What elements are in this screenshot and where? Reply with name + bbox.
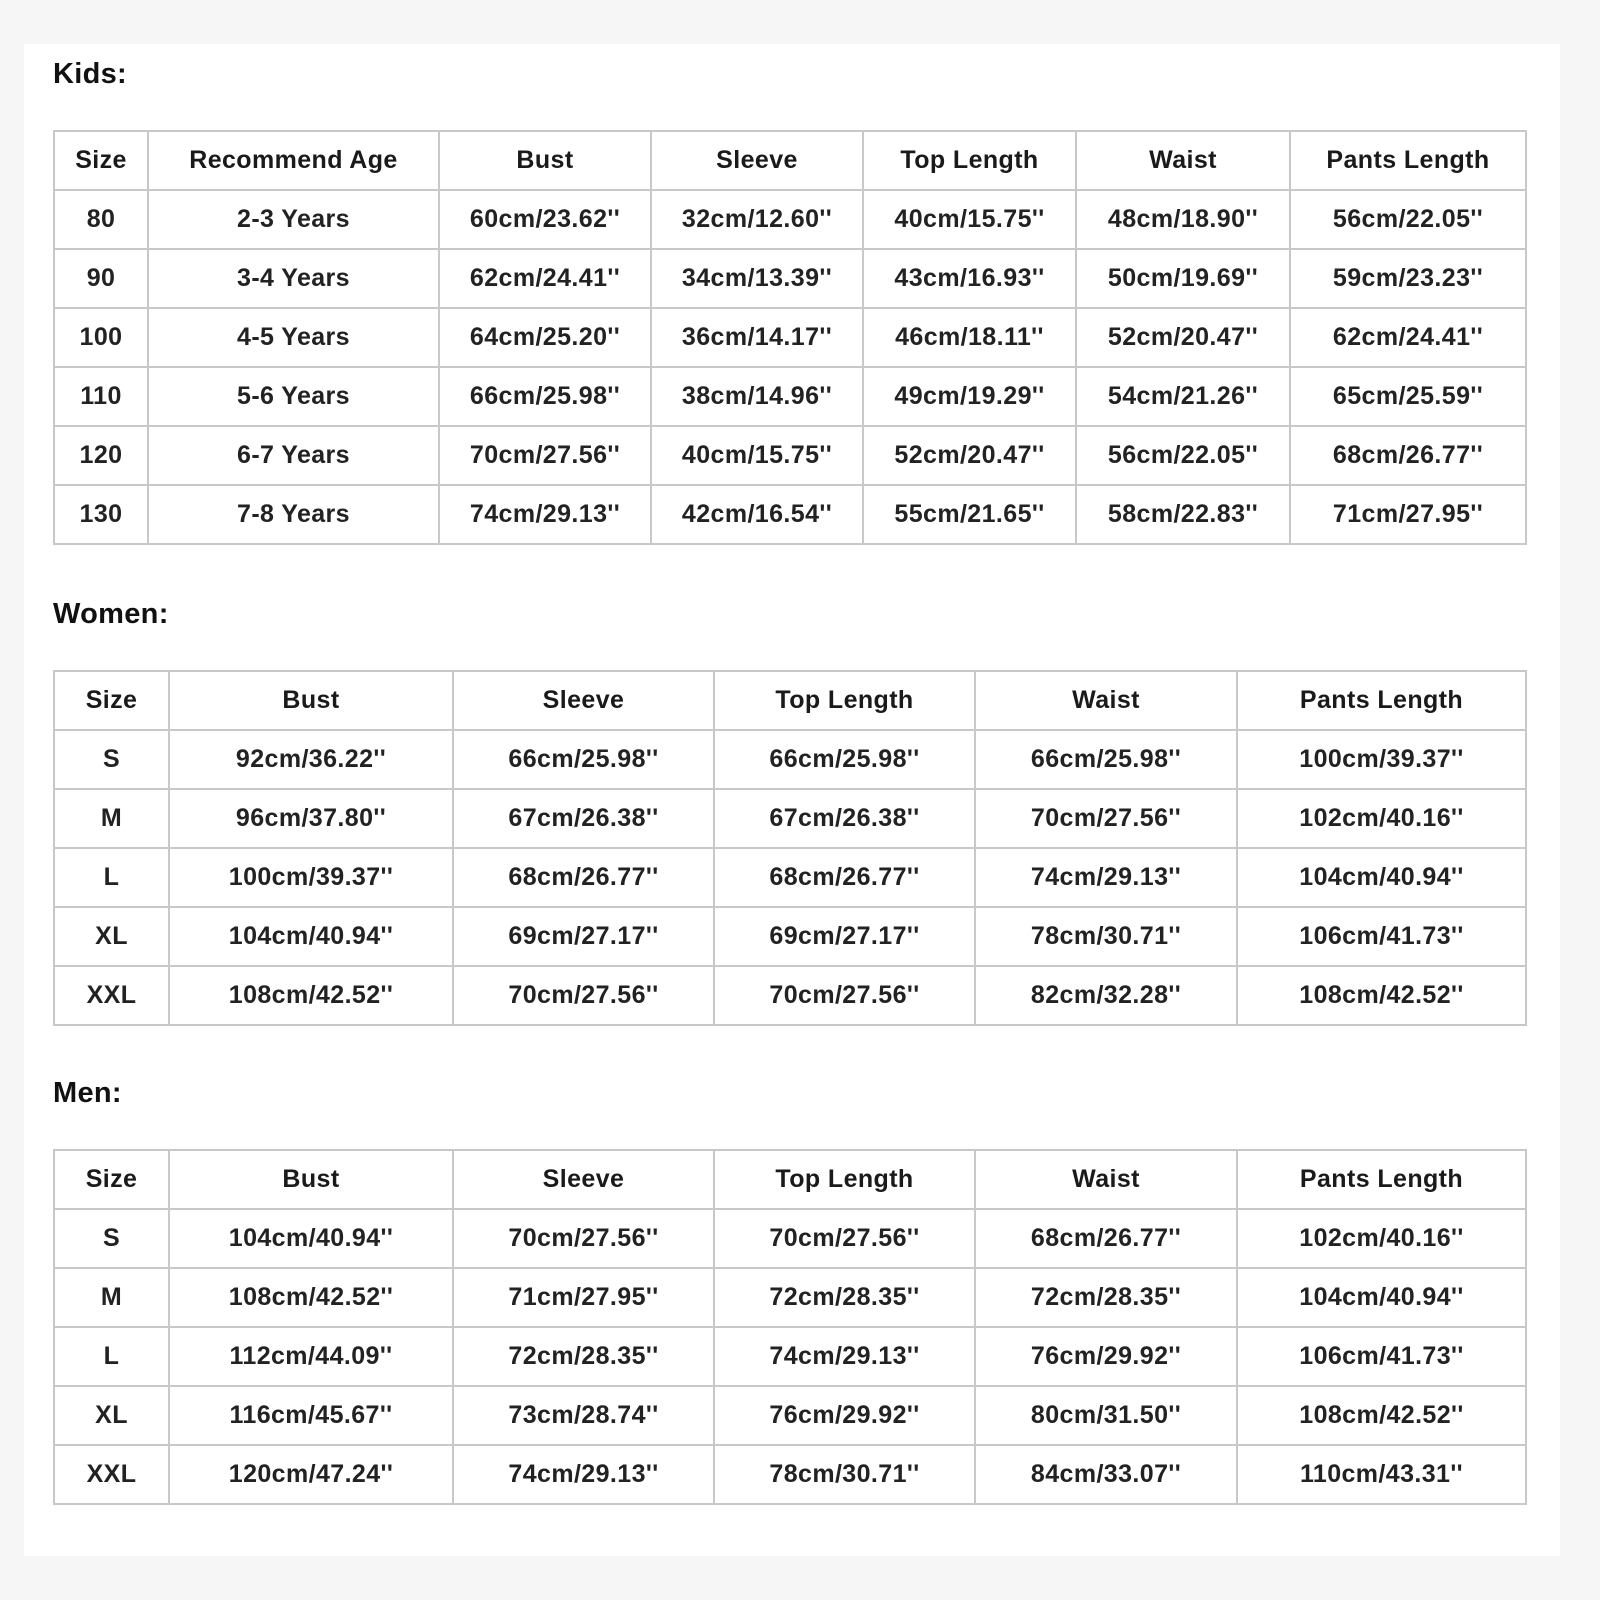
table-row — [54, 789, 1526, 848]
table-cell: 108cm/42.52'' — [169, 1268, 453, 1327]
table-cell: 74cm/29.13'' — [439, 485, 651, 544]
table-cell: 76cm/29.92'' — [714, 1386, 975, 1445]
table-cell: 48cm/18.90'' — [1076, 190, 1290, 249]
table-cell: 70cm/27.56'' — [714, 1209, 975, 1268]
table-cell: 104cm/40.94'' — [169, 1209, 453, 1268]
table-cell: 54cm/21.26'' — [1076, 367, 1290, 426]
table-cell: 104cm/40.94'' — [1237, 848, 1526, 907]
table-header-row — [54, 1150, 1526, 1209]
table-cell: 66cm/25.98'' — [439, 367, 651, 426]
table-cell: 110cm/43.31'' — [1237, 1445, 1526, 1504]
table-cell: M — [54, 1268, 169, 1327]
table-cell: 78cm/30.71'' — [714, 1445, 975, 1504]
table-row — [54, 907, 1526, 966]
table-row — [54, 485, 1526, 544]
table-cell: 80 — [54, 190, 148, 249]
table-cell: 74cm/29.13'' — [453, 1445, 714, 1504]
header-cell: Size — [54, 1150, 169, 1209]
header-cell: Pants Length — [1237, 671, 1526, 730]
table-cell: 74cm/29.13'' — [714, 1327, 975, 1386]
men-size-table — [53, 1149, 1527, 1505]
table-cell: 100 — [54, 308, 148, 367]
header-cell: Size — [54, 671, 169, 730]
table-cell: 66cm/25.98'' — [975, 730, 1237, 789]
header-cell: Top Length — [714, 1150, 975, 1209]
table-cell: 92cm/36.22'' — [169, 730, 453, 789]
table-row — [54, 848, 1526, 907]
table-cell: XL — [54, 1386, 169, 1445]
table-cell: 68cm/26.77'' — [1290, 426, 1526, 485]
table-cell: 62cm/24.41'' — [1290, 308, 1526, 367]
table-cell: 3-4 Years — [148, 249, 439, 308]
table-cell: 82cm/32.28'' — [975, 966, 1237, 1025]
table-cell: 70cm/27.56'' — [453, 1209, 714, 1268]
table-cell: S — [54, 1209, 169, 1268]
table-cell: 69cm/27.17'' — [453, 907, 714, 966]
table-cell: 90 — [54, 249, 148, 308]
table-cell: 40cm/15.75'' — [651, 426, 863, 485]
table-cell: 100cm/39.37'' — [1237, 730, 1526, 789]
men-section-title: Men: — [53, 1077, 122, 1109]
table-row — [54, 249, 1526, 308]
table-cell: 73cm/28.74'' — [453, 1386, 714, 1445]
table-cell: 112cm/44.09'' — [169, 1327, 453, 1386]
table-cell: 65cm/25.59'' — [1290, 367, 1526, 426]
table-cell: 74cm/29.13'' — [975, 848, 1237, 907]
header-cell: Sleeve — [651, 131, 863, 190]
table-cell: 72cm/28.35'' — [714, 1268, 975, 1327]
table-cell: 43cm/16.93'' — [863, 249, 1076, 308]
header-cell: Size — [54, 131, 148, 190]
table-cell: 56cm/22.05'' — [1076, 426, 1290, 485]
table-row — [54, 966, 1526, 1025]
table-row — [54, 1445, 1526, 1504]
table-cell: 50cm/19.69'' — [1076, 249, 1290, 308]
table-cell: 96cm/37.80'' — [169, 789, 453, 848]
table-cell: 46cm/18.11'' — [863, 308, 1076, 367]
kids-size-table — [53, 130, 1527, 545]
table-cell: 52cm/20.47'' — [1076, 308, 1290, 367]
table-row — [54, 367, 1526, 426]
women-size-table — [53, 670, 1527, 1026]
table-cell: 108cm/42.52'' — [1237, 966, 1526, 1025]
table-row — [54, 190, 1526, 249]
table-cell: 108cm/42.52'' — [169, 966, 453, 1025]
table-cell: 7-8 Years — [148, 485, 439, 544]
table-cell: 49cm/19.29'' — [863, 367, 1076, 426]
table-cell: 55cm/21.65'' — [863, 485, 1076, 544]
table-cell: S — [54, 730, 169, 789]
table-row — [54, 426, 1526, 485]
header-cell: Sleeve — [453, 671, 714, 730]
table-cell: 66cm/25.98'' — [453, 730, 714, 789]
table-cell: L — [54, 1327, 169, 1386]
table-cell: 67cm/26.38'' — [714, 789, 975, 848]
table-cell: 72cm/28.35'' — [975, 1268, 1237, 1327]
table-cell: 56cm/22.05'' — [1290, 190, 1526, 249]
table-cell: 70cm/27.56'' — [714, 966, 975, 1025]
table-cell: 120cm/47.24'' — [169, 1445, 453, 1504]
table-cell: XL — [54, 907, 169, 966]
table-cell: 38cm/14.96'' — [651, 367, 863, 426]
table-cell: 62cm/24.41'' — [439, 249, 651, 308]
table-cell: 116cm/45.67'' — [169, 1386, 453, 1445]
table-cell: XXL — [54, 966, 169, 1025]
table-row — [54, 1327, 1526, 1386]
table-header-row — [54, 671, 1526, 730]
table-cell: 64cm/25.20'' — [439, 308, 651, 367]
header-cell: Bust — [169, 1150, 453, 1209]
table-cell: 102cm/40.16'' — [1237, 789, 1526, 848]
table-cell: 66cm/25.98'' — [714, 730, 975, 789]
table-cell: 42cm/16.54'' — [651, 485, 863, 544]
table-cell: 110 — [54, 367, 148, 426]
table-cell: 5-6 Years — [148, 367, 439, 426]
table-row — [54, 1209, 1526, 1268]
table-row — [54, 1386, 1526, 1445]
table-cell: 60cm/23.62'' — [439, 190, 651, 249]
table-cell: L — [54, 848, 169, 907]
table-cell: 71cm/27.95'' — [1290, 485, 1526, 544]
table-cell: 120 — [54, 426, 148, 485]
table-cell: 84cm/33.07'' — [975, 1445, 1237, 1504]
table-row — [54, 1268, 1526, 1327]
table-row — [54, 730, 1526, 789]
table-cell: 104cm/40.94'' — [1237, 1268, 1526, 1327]
table-cell: 2-3 Years — [148, 190, 439, 249]
table-cell: 68cm/26.77'' — [714, 848, 975, 907]
table-cell: 67cm/26.38'' — [453, 789, 714, 848]
table-cell: 78cm/30.71'' — [975, 907, 1237, 966]
table-cell: 106cm/41.73'' — [1237, 1327, 1526, 1386]
table-row — [54, 308, 1526, 367]
table-cell: 6-7 Years — [148, 426, 439, 485]
table-cell: 59cm/23.23'' — [1290, 249, 1526, 308]
table-cell: M — [54, 789, 169, 848]
header-cell: Bust — [439, 131, 651, 190]
table-cell: 100cm/39.37'' — [169, 848, 453, 907]
table-cell: 58cm/22.83'' — [1076, 485, 1290, 544]
header-cell: Recommend Age — [148, 131, 439, 190]
table-cell: 69cm/27.17'' — [714, 907, 975, 966]
table-cell: 68cm/26.77'' — [975, 1209, 1237, 1268]
header-cell: Pants Length — [1290, 131, 1526, 190]
kids-section-title: Kids: — [53, 58, 127, 90]
header-cell: Waist — [975, 671, 1237, 730]
table-cell: 70cm/27.56'' — [975, 789, 1237, 848]
table-cell: 130 — [54, 485, 148, 544]
table-cell: 72cm/28.35'' — [453, 1327, 714, 1386]
table-cell: 71cm/27.95'' — [453, 1268, 714, 1327]
header-cell: Sleeve — [453, 1150, 714, 1209]
table-cell: 40cm/15.75'' — [863, 190, 1076, 249]
table-cell: 4-5 Years — [148, 308, 439, 367]
header-cell: Top Length — [714, 671, 975, 730]
table-cell: 68cm/26.77'' — [453, 848, 714, 907]
table-cell: 32cm/12.60'' — [651, 190, 863, 249]
table-cell: 70cm/27.56'' — [439, 426, 651, 485]
table-cell: 80cm/31.50'' — [975, 1386, 1237, 1445]
table-cell: 106cm/41.73'' — [1237, 907, 1526, 966]
table-header-row — [54, 131, 1526, 190]
header-cell: Pants Length — [1237, 1150, 1526, 1209]
women-section-title: Women: — [53, 598, 169, 630]
table-cell: 104cm/40.94'' — [169, 907, 453, 966]
table-cell: 52cm/20.47'' — [863, 426, 1076, 485]
header-cell: Bust — [169, 671, 453, 730]
table-cell: XXL — [54, 1445, 169, 1504]
table-cell: 102cm/40.16'' — [1237, 1209, 1526, 1268]
table-cell: 36cm/14.17'' — [651, 308, 863, 367]
table-cell: 76cm/29.92'' — [975, 1327, 1237, 1386]
table-cell: 70cm/27.56'' — [453, 966, 714, 1025]
header-cell: Top Length — [863, 131, 1076, 190]
header-cell: Waist — [975, 1150, 1237, 1209]
table-cell: 34cm/13.39'' — [651, 249, 863, 308]
header-cell: Waist — [1076, 131, 1290, 190]
table-cell: 108cm/42.52'' — [1237, 1386, 1526, 1445]
